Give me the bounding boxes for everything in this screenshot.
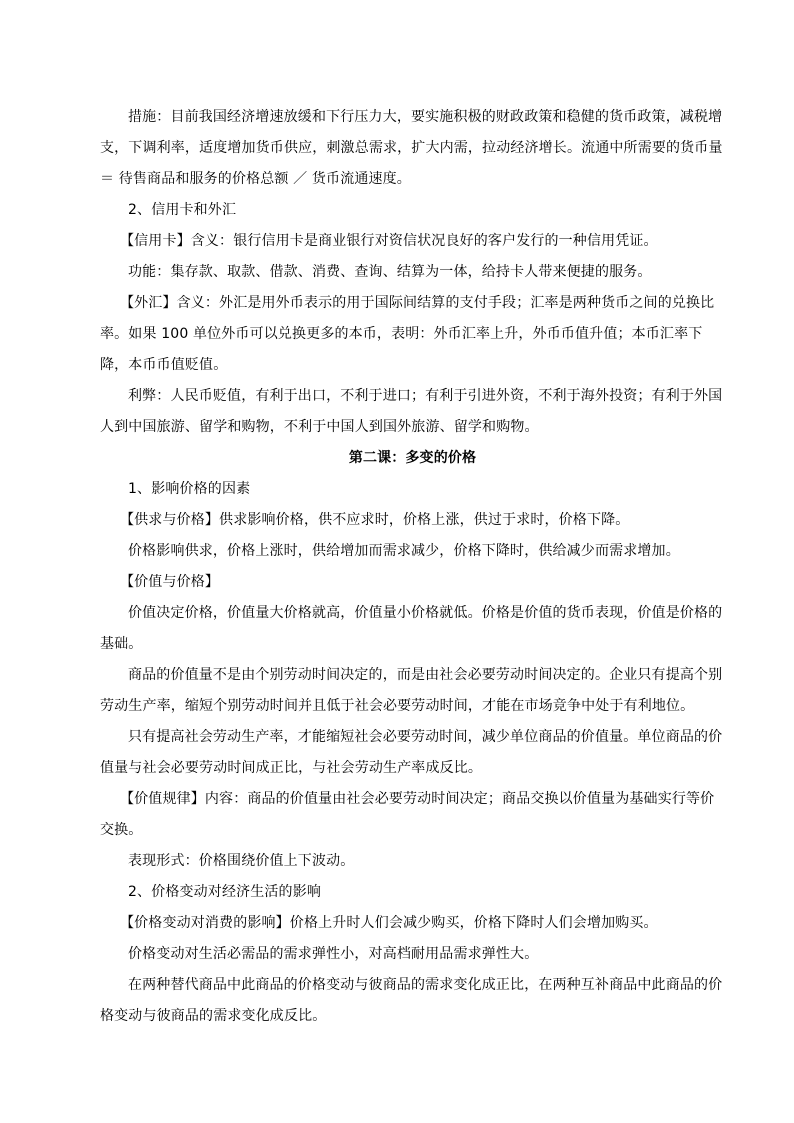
paragraph-pros-cons: 利弊：人民币贬值，有利于出口，不利于进口；有利于引进外资，不利于海外投资；有利于外国人到中国旅游、留学和购物，不利于中国人到国外旅游、留学和购物。 [100,388,723,435]
paragraph-credit-card-definition: 【信用卡】含义：银行信用卡是商业银行对资信状况良好的客户发行的一种信用凭证。 [120,233,658,249]
paragraph-supply-demand-price: 【供求与价格】供求影响价格，供不应求时，价格上涨，供过于求时，价格下降。 [120,512,630,528]
paragraph-value-determines-price: 价值决定价格，价值量大价格就高，价值量小价格就低。价格是价值的货币表现，价值是价格的基础。 [100,605,723,652]
paragraph-forex-definition: 【外汇】含义：外汇是用外币表示的用于国际间结算的支付手段；汇率是两种货币之间的兑换比率。如果 100 单位外币可以兑换更多的本币，表明：外币汇率上升，外币币值升值；本币汇率下降，本币币值贬值。 [100,295,715,373]
paragraph-credit-card-forex-heading: 2、信用卡和外汇 [128,202,237,218]
document-body [100,102,725,1032]
paragraph-value-and-price: 【价值与价格】 [120,574,220,590]
paragraph-substitute-complement: 在两种替代商品中此商品的价格变动与彼商品的需求变化成正比，在两种互补商品中此商品的价格变动与彼商品的需求变化成反比。 [100,977,723,1024]
paragraph-law-of-value: 【价值规律】内容：商品的价值量由社会必要劳动时间决定；商品交换以价值量为基础实行等价交换。 [100,791,715,838]
paragraph-social-productivity: 只有提高社会劳动生产率，才能缩短社会必要劳动时间，减少单位商品的价值量。单位商品的价值量与社会必要劳动时间成正比，与社会劳动生产率成反比。 [100,729,723,776]
section-heading-lesson-two: 第二课：多变的价格 [348,450,477,466]
paragraph-demand-elasticity: 价格变动对生活必需品的需求弹性小，对高档耐用品需求弹性大。 [128,946,539,962]
paragraph-price-change-impact: 2、价格变动对经济生活的影响 [128,884,322,900]
paragraph-price-change-consumption: 【价格变动对消费的影响】价格上升时人们会减少购买，价格下降时人们会增加购买。 [120,915,658,931]
paragraph-credit-card-function: 功能：集存款、取款、借款、消费、查询、结算为一体，给持卡人带来便捷的服务。 [128,264,652,280]
paragraph-price-affects-supply: 价格影响供求，价格上涨时，供给增加而需求减少，价格下降时，供给减少而需求增加。 [128,543,680,559]
paragraph-measures-monetary-policy: 措施：目前我国经济增速放缓和下行压力大，要实施积极的财政政策和稳健的货币政策，减税增支，下调利率，适度增加货币供应，刺激总需求，扩大内需，拉动经济增长。流通中所需要的货币量 ＝ 待售商品和服务的价格总额 ／ 货币流通速度。 [100,109,723,187]
paragraph-value-quantity: 商品的价值量不是由个别劳动时间决定的，而是由社会必要劳动时间决定的。企业只有提高个别劳动生产率，缩短个别劳动时间并且低于社会必要劳动时间，才能在市场竞争中处于有利地位。 [100,667,723,714]
paragraph-price-factors: 1、影响价格的因素 [128,481,251,497]
paragraph-manifestation: 表现形式：价格围绕价值上下波动。 [128,853,355,869]
